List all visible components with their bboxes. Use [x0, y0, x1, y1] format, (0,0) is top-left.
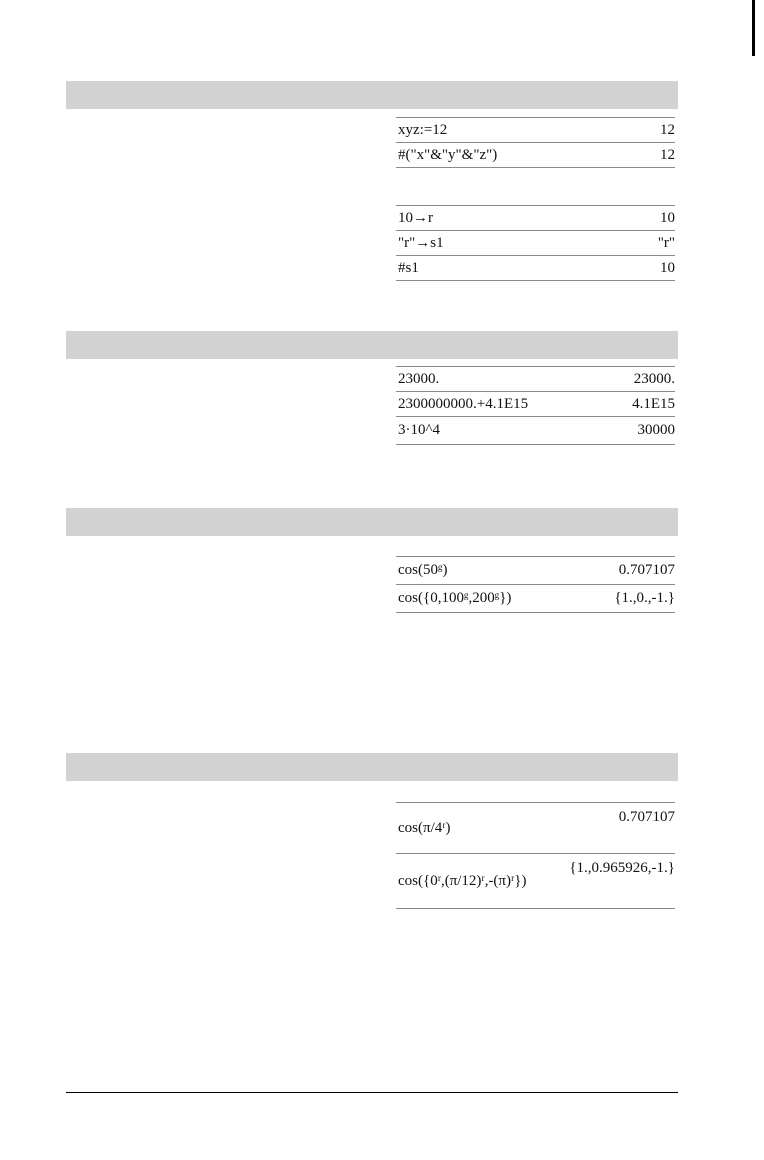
calc-expression: #("x"&"y"&"z")	[398, 146, 498, 163]
calc-row	[396, 854, 675, 909]
section-header-bar-1	[66, 81, 678, 109]
page-edge-mark	[752, 0, 755, 56]
calc-expression: cos(π/4ʳ)	[398, 819, 451, 836]
calc-expression: cos(50ᵍ)	[398, 562, 448, 578]
calc-expression: 10→r	[398, 209, 433, 226]
calc-result: 12	[660, 146, 675, 163]
calc-table-1a	[396, 117, 675, 168]
calc-expression: #s1	[398, 259, 419, 276]
calc-row	[396, 231, 675, 256]
calc-row	[396, 143, 675, 168]
calc-table-3	[396, 556, 675, 613]
calc-table-1b	[396, 205, 675, 281]
calc-row	[396, 803, 675, 854]
calc-result: 0.707107	[618, 562, 675, 578]
calc-expression: xyz:=12	[398, 121, 448, 138]
calc-expression: 23000.	[398, 370, 440, 387]
calc-result: "r"	[657, 234, 675, 251]
calc-table-4	[396, 802, 675, 909]
section-header-bar-2	[66, 331, 678, 359]
section-header-bar-4	[66, 753, 678, 781]
calc-result: 10	[660, 259, 675, 276]
calc-expression: 3·10^4	[398, 422, 441, 438]
section-header-bar-3	[66, 508, 678, 536]
calc-result: 30000	[637, 422, 675, 438]
calc-row	[396, 367, 675, 392]
calc-result: 23000.	[633, 370, 675, 387]
calc-result: 4.1E15	[632, 395, 675, 412]
calc-expression: cos({0ʳ,(π/12)ʳ,-(π)ʳ})	[398, 872, 527, 889]
calc-expression: "r"→s1	[398, 234, 444, 251]
calc-row	[396, 118, 675, 143]
footer-rule	[66, 1092, 678, 1093]
calc-result: {1.,0.,-1.}	[614, 590, 675, 606]
calc-row	[396, 256, 675, 281]
calc-result: 12	[660, 121, 675, 138]
calc-result: 0.707107	[618, 809, 675, 825]
calc-row	[396, 417, 675, 445]
calc-expression: 2300000000.+4.1E15	[398, 395, 529, 412]
calc-table-2	[396, 366, 675, 445]
calc-row	[396, 557, 675, 585]
calc-expression: cos({0,100ᵍ,200ᵍ})	[398, 590, 512, 606]
calc-row	[396, 392, 675, 417]
calc-result: {1.,0.965926,-1.}	[569, 860, 675, 876]
calc-result: 10	[660, 209, 675, 226]
calc-row	[396, 585, 675, 613]
calc-row	[396, 206, 675, 231]
